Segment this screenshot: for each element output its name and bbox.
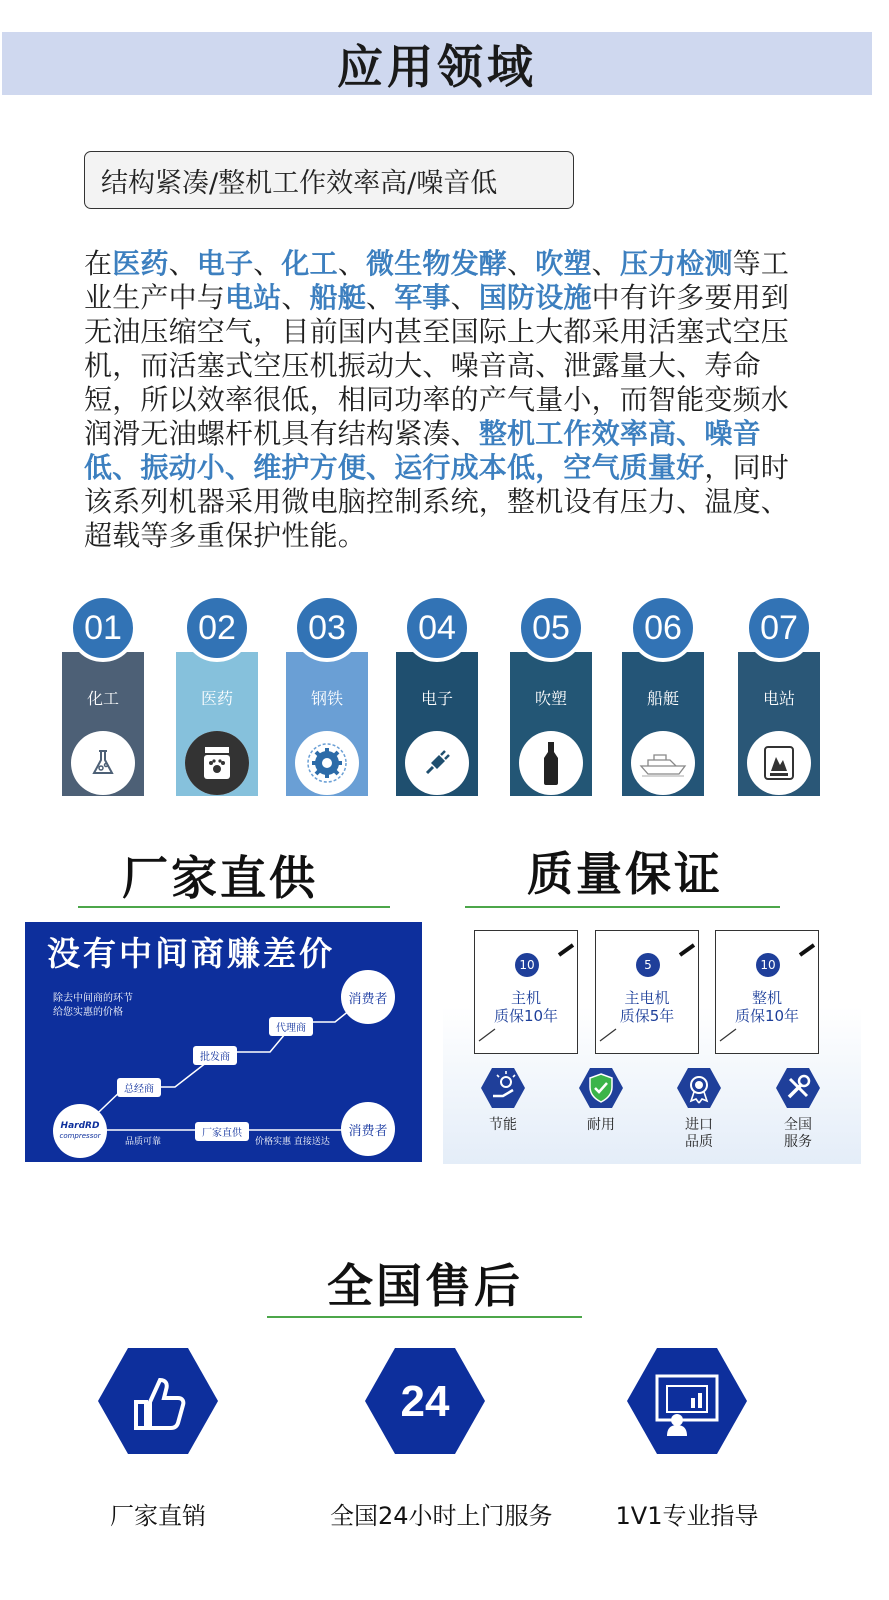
quality-feature [664,1066,734,1151]
warranty-text [475,989,577,1025]
ship-icon [631,731,695,795]
warranty-line2: 质保5年 [619,1007,675,1025]
factory-direct-pill: 厂家直供 [195,1122,249,1141]
gear-icon [295,731,359,795]
direct-divider [78,906,390,908]
warranty-text [716,989,818,1025]
plug-icon [405,731,469,795]
warranty-line2: 质保10年 [493,1007,559,1025]
intro-text: 、 [591,247,620,280]
header-banner [2,32,872,95]
intro-highlight: 化工 [281,247,338,280]
after-sales-item [592,1346,782,1531]
direct-supply-panel [25,922,422,1162]
application-label: 化工 [86,689,119,708]
tagline-box: 结构紧凑/整机工作效率高/噪音低 [84,151,574,209]
presentation-icon [627,1346,747,1456]
application-card [62,594,144,796]
intro-highlight: 压力检测 [619,247,733,280]
applications-row [62,594,822,796]
bottle-icon [519,731,583,795]
power-station-icon [747,731,811,795]
warranty-card [595,930,699,1054]
intro-text: 、 [168,247,197,280]
intro-highlight: 船艇 [309,281,367,314]
brand-logo-bottom: compressor [59,1132,101,1140]
hand-energy-icon [481,1066,525,1110]
after-sales-divider [267,1316,582,1318]
brand-logo [53,1104,107,1158]
application-label: 吹塑 [534,689,567,708]
application-number: 01 [69,594,137,662]
clock-24-icon [365,1346,485,1456]
warranty-line1: 主机 [510,989,541,1007]
intro-text: 、 [281,281,310,314]
application-number: 07 [745,594,813,662]
warranty-badge: 10 [756,953,780,977]
warranty-badge: 5 [636,953,660,977]
application-label: 医药 [200,689,233,708]
after-sales-label: 1V1专业指导 [615,1502,759,1530]
after-sales-item [63,1346,253,1531]
note-price: 价格实惠 直接送达 [255,1137,330,1147]
application-label: 电站 [762,689,795,708]
intro-highlight: 微生物发酵 [366,247,508,280]
application-label: 钢铁 [310,689,343,708]
application-card [396,594,478,796]
badge-24: 24 [400,1377,450,1426]
intro-highlight: 整机工作效率高、噪音低、振动小、维护方便、运行成本低，空气质量好 [84,417,761,484]
page-title: 应用领域 [337,39,537,94]
warranty-card [474,930,578,1054]
consumer-circle-bottom: 消费者 [341,1102,395,1156]
shield-check-icon [579,1066,623,1110]
after-sales-label: 厂家直销 [110,1502,206,1530]
intro-text: 中有许多要用到无油压缩空气，目前国内甚至国际上大都采用活塞式空压机，而活塞式空压机振动大、噪音高、泄露量大、寿命短，所以效率很低，相同功率的产气量小，而智能变频水润滑无油螺杆机具有结构紧凑、 [84,281,790,450]
application-number: 03 [293,594,361,662]
intro-paragraph [84,247,804,553]
warranty-badge: 10 [515,953,539,977]
intro-text: 、 [507,247,536,280]
quality-section-title: 质量保证 [527,847,723,901]
warranty-line1: 整机 [751,989,782,1007]
intro-text: 等工业生产中与 [84,247,790,314]
warranty-text [596,989,698,1025]
intro-text: ，同时该系列机器采用微电脑控制系统，整机设有压力、温度、超载等多重保护性能。 [84,451,790,552]
intro-highlight: 医药 [112,247,169,280]
feature-label: 全国 服务 [784,1117,812,1150]
application-number: 06 [629,594,697,662]
warranty-line1: 主电机 [624,989,670,1007]
step-general-distributor: 总经商 [117,1078,161,1097]
warranty-card [715,930,819,1054]
intro-text: 在 [84,247,113,280]
step-agent: 代理商 [269,1017,313,1036]
feature-label: 节能 [489,1117,517,1133]
application-label: 电子 [420,689,453,708]
warranty-line2: 质保10年 [734,1007,800,1025]
intro-highlight: 吹塑 [535,247,592,280]
medicine-jar-icon [185,731,249,795]
intro-text: 、 [450,281,479,314]
after-sales-title: 全国售后 [327,1259,523,1313]
intro-highlight: 军事 [394,281,451,314]
flask-icon [71,731,135,795]
direct-subtext: 除去中间商的环节 给您实惠的价格 [53,993,133,1018]
application-card [622,594,704,796]
intro-highlight: 电子 [196,247,254,280]
intro-text: 、 [337,247,367,280]
application-number: 05 [517,594,585,662]
intro-highlight: 电站 [225,281,282,314]
feature-label: 耐用 [587,1117,615,1133]
application-label: 船艇 [646,689,679,708]
intro-text: 、 [253,247,282,280]
application-card [176,594,258,796]
feature-label: 进口 品质 [685,1117,713,1150]
quality-feature [566,1066,636,1134]
application-number: 02 [183,594,251,662]
tools-icon [776,1066,820,1110]
step-wholesaler: 批发商 [193,1046,237,1065]
intro-text: 、 [366,281,395,314]
after-sales-item [330,1346,553,1531]
note-quality: 品质可靠 [125,1137,162,1147]
quality-feature [468,1066,538,1134]
after-sales-label: 全国24小时上门服务 [330,1502,553,1530]
application-card [738,594,820,796]
brand-logo-top: HardRD [60,1121,100,1131]
consumer-circle-top: 消费者 [341,970,395,1024]
medal-icon [677,1066,721,1110]
direct-section-title: 厂家直供 [122,851,318,905]
thumbs-up-icon [98,1346,218,1456]
quality-divider [465,906,780,908]
quality-feature [763,1066,833,1151]
intro-highlight: 国防设施 [478,281,592,314]
application-card [510,594,592,796]
direct-headline: 没有中间商赚差价 [47,934,335,973]
application-number: 04 [403,594,471,662]
application-card [286,594,368,796]
quality-panel [443,922,861,1164]
